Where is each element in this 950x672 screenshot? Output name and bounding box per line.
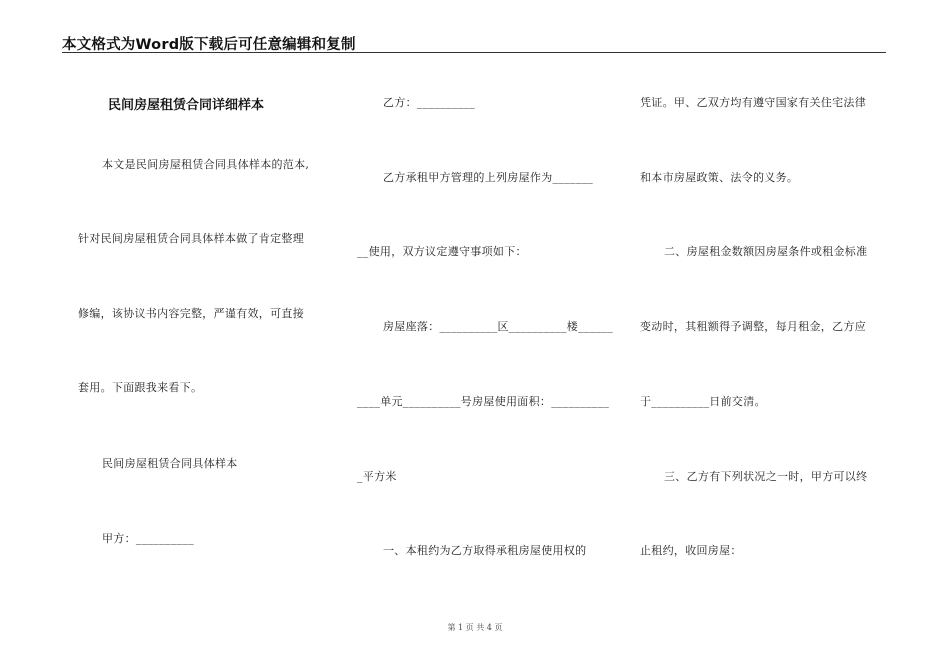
property-area-field: ____单元__________号房屋使用面积：__________ xyxy=(357,395,610,408)
body-text-line: 本文是民间房屋租赁合同具体样本的范本, xyxy=(102,158,310,171)
body-text-line: _平方米 xyxy=(357,470,397,483)
body-text-line: 于__________日前交清。 xyxy=(640,395,766,408)
party-b-field: 乙方：__________ xyxy=(383,96,475,109)
body-text-line: __使用，双方议定遵守事项如下： xyxy=(357,245,527,258)
party-a-field: 甲方：__________ xyxy=(102,532,194,545)
body-text-line: 变动时，其租额得予调整，每月租金，乙方应 xyxy=(640,320,866,333)
body-text-line: 和本市房屋政策、法令的义务。 xyxy=(640,171,799,184)
header-divider xyxy=(62,52,886,53)
document-banner: 本文格式为Word版下载后可任意编辑和复制 xyxy=(62,37,356,53)
body-text-line: 修编，该协议书内容完整，严谨有效，可直接 xyxy=(78,307,304,320)
clause-two: 二、房屋租金数额因房屋条件或租金标准 xyxy=(664,245,868,258)
body-text-line: 止租约，收回房屋： xyxy=(640,544,742,557)
page-number: 第 1 页 共 4 页 xyxy=(447,623,503,632)
body-text-line: 乙方承租甲方管理的上列房屋作为_______ xyxy=(383,171,594,184)
section-heading: 民间房屋租赁合同具体样本 xyxy=(102,457,238,470)
clause-three: 三、乙方有下列状况之一时，甲方可以终 xyxy=(664,470,868,483)
body-text-line: 针对民间房屋租赁合同具体样本做了肯定整理 xyxy=(78,232,304,245)
document-title: 民间房屋租赁合同详细样本 xyxy=(108,98,265,113)
body-text-line: 凭证。甲、乙双方均有遵守国家有关住宅法律 xyxy=(640,96,866,109)
property-location-field: 房屋座落：__________区__________楼______ xyxy=(383,320,613,333)
body-text-line: 套用。下面跟我来看下。 xyxy=(78,381,203,394)
clause-one: 一、本租约为乙方取得承租房屋使用权的 xyxy=(383,544,587,557)
